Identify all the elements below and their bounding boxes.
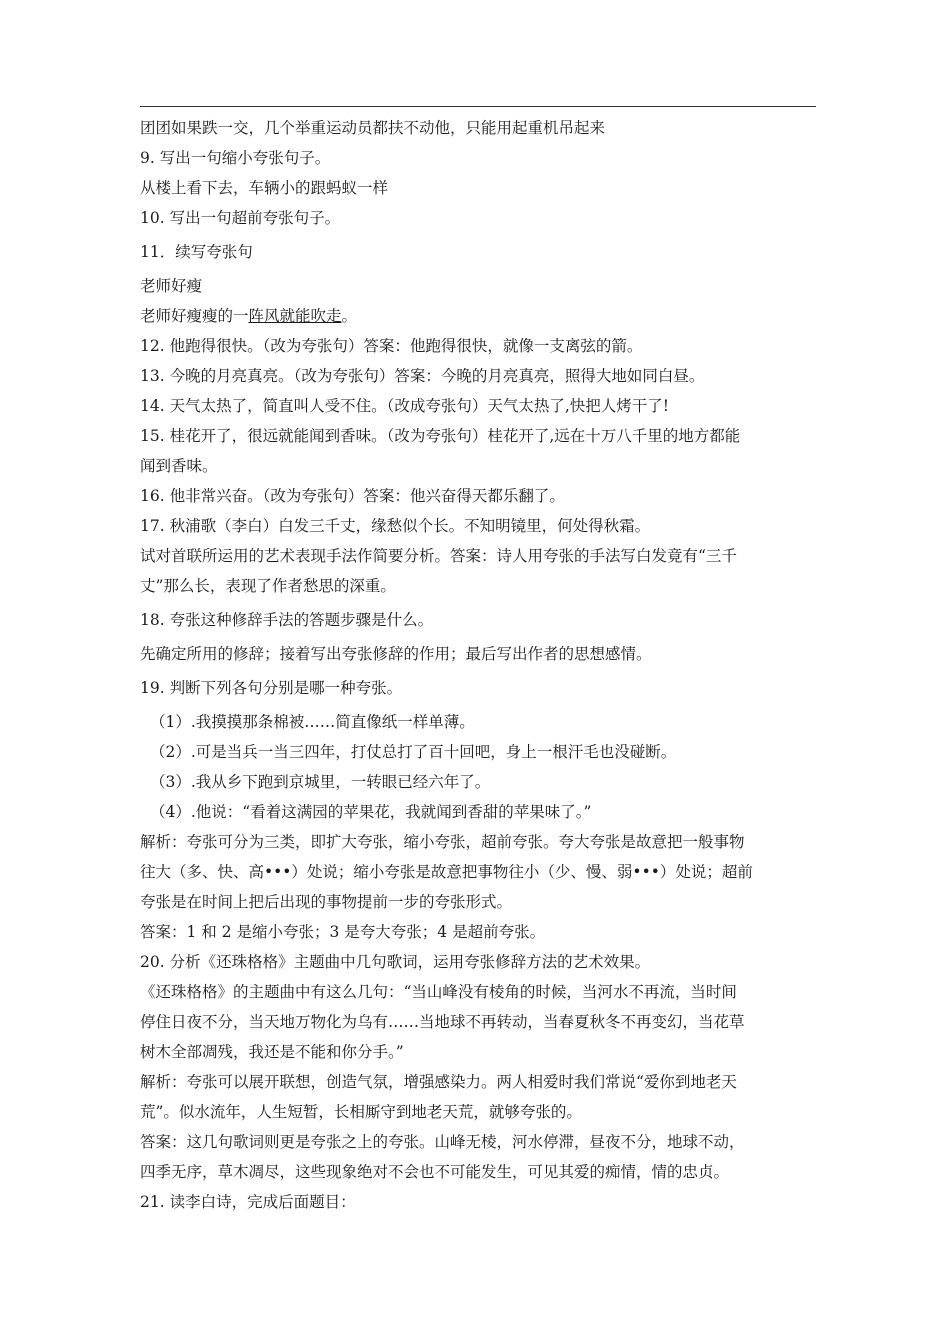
question-9: 9. 写出一句缩小夸张句子。 xyxy=(140,149,331,167)
question-11: 11．续写夸张句 xyxy=(140,243,253,261)
question-12: 12. 他跑得很快。（改为夸张句）答案：他跑得很快，就像一支离弦的箭。 xyxy=(140,337,643,355)
answer-11-underlined: 阵风就能吹走 xyxy=(248,307,342,325)
question-20: 20. 分析《还珠格格》主题曲中几句歌词，运用夸张修辞方法的艺术效果。 xyxy=(140,953,651,971)
text-line: 团团如果跌一交，几个举重运动员都扶不动他，只能用起重机吊起来 xyxy=(140,119,606,137)
answer-11 xyxy=(140,301,816,331)
item-19-1: （1）.我摸摸那条棉被……简直像纸一样单薄。 xyxy=(150,713,475,731)
analysis-20-cont: 荒”。似水流年，人生短暂，长相厮守到地老天荒，就够夸张的。 xyxy=(140,1103,582,1121)
question-13: 13. 今晚的月亮真亮。（改为夸张句）答案：今晚的月亮真亮，照得大地如同白昼。 xyxy=(140,367,705,385)
item-19-3: （3）.我从乡下跑到京城里，一转眼已经六年了。 xyxy=(150,773,491,791)
lyrics-20-cont1: 停住日夜不分，当天地万物化为乌有……当地球不再转动，当春夏秋冬不再变幻，当花草 xyxy=(140,1013,745,1031)
question-15-cont: 闻到香味。 xyxy=(140,457,218,475)
question-10: 10. 写出一句超前夸张句子。 xyxy=(140,209,341,227)
question-18: 18. 夸张这种修辞手法的答题步骤是什么。 xyxy=(140,611,434,629)
question-16: 16. 他非常兴奋。（改为夸张句）答案：他兴奋得天都乐翻了。 xyxy=(140,487,565,505)
question-19: 19. 判断下列各句分别是哪一种夸张。 xyxy=(140,679,403,697)
header-rule xyxy=(140,106,816,107)
question-17: 17. 秋浦歌（李白）白发三千丈，缘愁似个长。不知明镜里，何处得秋霜。 xyxy=(140,517,651,535)
lyrics-20-cont2: 树木全部凋残，我还是不能和你分手。” xyxy=(140,1043,404,1061)
analysis-19: 解析：夸张可分为三类，即扩大夸张，缩小夸张，超前夸张。夸大夸张是故意把一般事物 xyxy=(140,833,745,851)
answer-20: 答案：这几句歌词则更是夸张之上的夸张。山峰无棱，河水停滞，昼夜不分，地球不动， xyxy=(140,1133,745,1151)
answer-20-cont: 四季无序，草木凋尽，这些现象绝对不会也不可能发生，可见其爱的痴情，情的忠贞。 xyxy=(140,1163,730,1181)
answer-11-end: 。 xyxy=(341,307,358,325)
question-17-task: 试对首联所运用的艺术表现手法作简要分析。答案：诗人用夸张的手法写白发竟有“三千 xyxy=(140,547,737,565)
question-17-task-cont: 丈”那么长，表现了作者愁思的深重。 xyxy=(140,577,396,595)
answer-9: 从楼上看下去，车辆小的跟蚂蚁一样 xyxy=(140,179,389,197)
lyrics-20: 《还珠格格》的主题曲中有这么几句：“当山峰没有棱角的时候，当河水不再流，当时间 xyxy=(140,983,737,1001)
answer-11-part: 老师好瘦瘦的一 xyxy=(140,307,249,325)
analysis-19-cont2: 夸张是在时间上把后出现的事物提前一步的夸张形式。 xyxy=(140,893,513,911)
analysis-19-cont1: 往大（多、快、高•••）处说；缩小夸张是故意把事物往小（少、慢、弱•••）处说；超前 xyxy=(140,863,753,881)
analysis-20: 解析：夸张可以展开联想，创造气氛，增强感染力。两人相爱时我们常说“爱你到地老天 xyxy=(140,1073,737,1091)
question-21: 21. 读李白诗，完成后面题目： xyxy=(140,1193,356,1211)
answer-19: 答案：1 和 2 是缩小夸张；3 是夸大夸张；4 是超前夸张。 xyxy=(140,923,546,941)
answer-18: 先确定所用的修辞；接着写出夸张修辞的作用；最后写出作者的思想感情。 xyxy=(140,645,652,663)
item-19-4: （4）.他说：“看着这满园的苹果花，我就闻到香甜的苹果味了。” xyxy=(150,803,592,821)
question-14: 14. 天气太热了，简直叫人受不住。（改成夸张句）天气太热了,快把人烤干了! xyxy=(140,397,669,415)
item-19-2: （2）.可是当兵一当三四年，打仗总打了百十回吧，身上一根汗毛也没碰断。 xyxy=(150,743,677,761)
question-15: 15. 桂花开了，很远就能闻到香味。（改为夸张句）桂花开了,远在十万八千里的地方都能 xyxy=(140,427,741,445)
prompt-11: 老师好瘦 xyxy=(140,277,203,295)
document-body xyxy=(140,113,816,1217)
